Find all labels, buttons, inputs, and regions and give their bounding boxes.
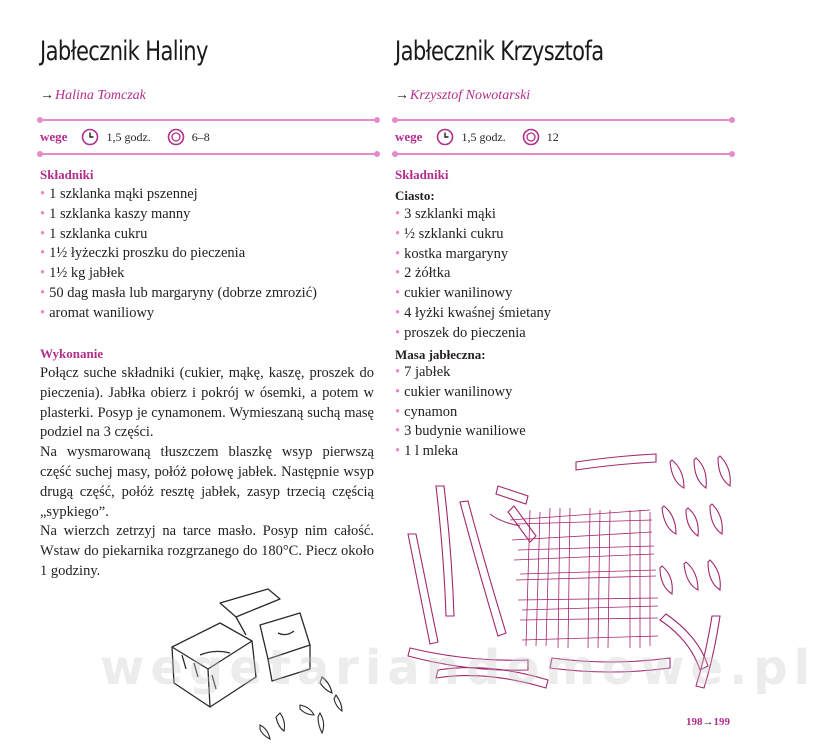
divider [395, 153, 732, 155]
author-arrow: → [40, 88, 54, 103]
dough-subheading: Ciasto: [395, 188, 435, 203]
watermark: wegetariandomowe.pl [100, 640, 817, 696]
page-number-right: 199 [713, 716, 730, 728]
servings: 12 [546, 129, 559, 144]
page-number-left: 198 [686, 716, 703, 728]
recipe-author [40, 88, 146, 104]
method-text [40, 364, 374, 582]
author-arrow: → [395, 88, 409, 103]
prep-time: 1,5 godz. [106, 129, 151, 144]
list-item: • cukier wanilinowy [395, 383, 513, 400]
recipe-author [395, 88, 530, 104]
ingredients-heading: Składniki [395, 167, 449, 182]
list-item: • 1 l mleka [395, 443, 459, 460]
recipe-meta [40, 126, 210, 148]
list-item: • kostka margaryny [395, 245, 509, 262]
method-paragraph: Połącz suche składniki (cukier, mąkę, kaszę, proszek do pieczenia). Jabłka obierz i pokrój w ósemki, a potem w plasterki. Posyp je cynamonem. Wymieszaną suchą masę podziel na 3 części. [40, 365, 374, 441]
diet-tag: wege [40, 129, 68, 144]
list-item: • 1 szklanka mąki pszennej [40, 186, 198, 202]
clock-icon [81, 128, 99, 146]
divider [40, 119, 377, 121]
divider [395, 119, 732, 121]
list-item: • 3 budynie waniliowe [395, 423, 526, 440]
list-item: • ½ szklanki cukru [395, 225, 504, 242]
diet-tag: wege [395, 129, 423, 144]
divider [40, 153, 377, 155]
list-item: • 1½ łyżeczki proszku do pieczenia [40, 245, 246, 262]
recipe-title: Jabłecznik Krzysztofa [395, 36, 604, 67]
recipe-meta [395, 126, 559, 148]
list-item: • 1½ kg jabłek [40, 265, 125, 282]
prep-time: 1,5 godz. [461, 129, 506, 144]
author-name: Halina Tomczak [55, 88, 146, 103]
list-item: • 7 jabłek [395, 364, 451, 380]
clock-icon [436, 128, 454, 146]
page-numbers [686, 716, 730, 728]
plate-icon [167, 128, 185, 146]
ingredients-list [40, 185, 317, 324]
method-paragraph: Na wysmarowaną tłuszczem blaszkę wsyp pierwszą część suchej masy, połóż połowę jabłek. Następnie wsyp drugą część, połóż resztę jabłek, zasyp trzecią częścią „sypkiego”. [40, 444, 374, 520]
list-item: • 1 szklanka kaszy manny [40, 205, 191, 222]
method-heading: Wykonanie [40, 346, 104, 361]
list-item: • proszek do pieczenia [395, 324, 526, 341]
page-number-separator: → [702, 716, 714, 728]
author-name: Krzysztof Nowotarski [410, 88, 531, 103]
list-item: • 1 szklanka cukru [40, 225, 148, 242]
list-item: • 4 łyżki kwaśnej śmietany [395, 304, 552, 321]
list-item: • aromat waniliowy [40, 304, 155, 321]
dough-ingredients-list [395, 205, 551, 344]
plate-icon [522, 128, 540, 146]
list-item: • 3 szklanki mąki [395, 206, 496, 222]
list-item: • cynamon [395, 403, 458, 420]
apple-filling-list [395, 363, 526, 462]
list-item: • 50 dag masła lub margaryny (dobrze zmrozić) [40, 284, 317, 301]
ingredients-heading: Składniki [40, 167, 94, 182]
apple-filling-subheading: Masa jabłeczna: [395, 347, 486, 362]
list-item: • 2 żółtka [395, 265, 451, 282]
method-paragraph: Na wierzch zetrzyj na tarce masło. Posyp nim całość. Wstaw do piekarnika rozgrzanego do 180°C. Piecz około 1 godziny. [40, 523, 374, 579]
recipe-title: Jabłecznik Haliny [40, 36, 208, 67]
list-item: • cukier wanilinowy [395, 285, 513, 302]
servings: 6–8 [191, 129, 210, 144]
